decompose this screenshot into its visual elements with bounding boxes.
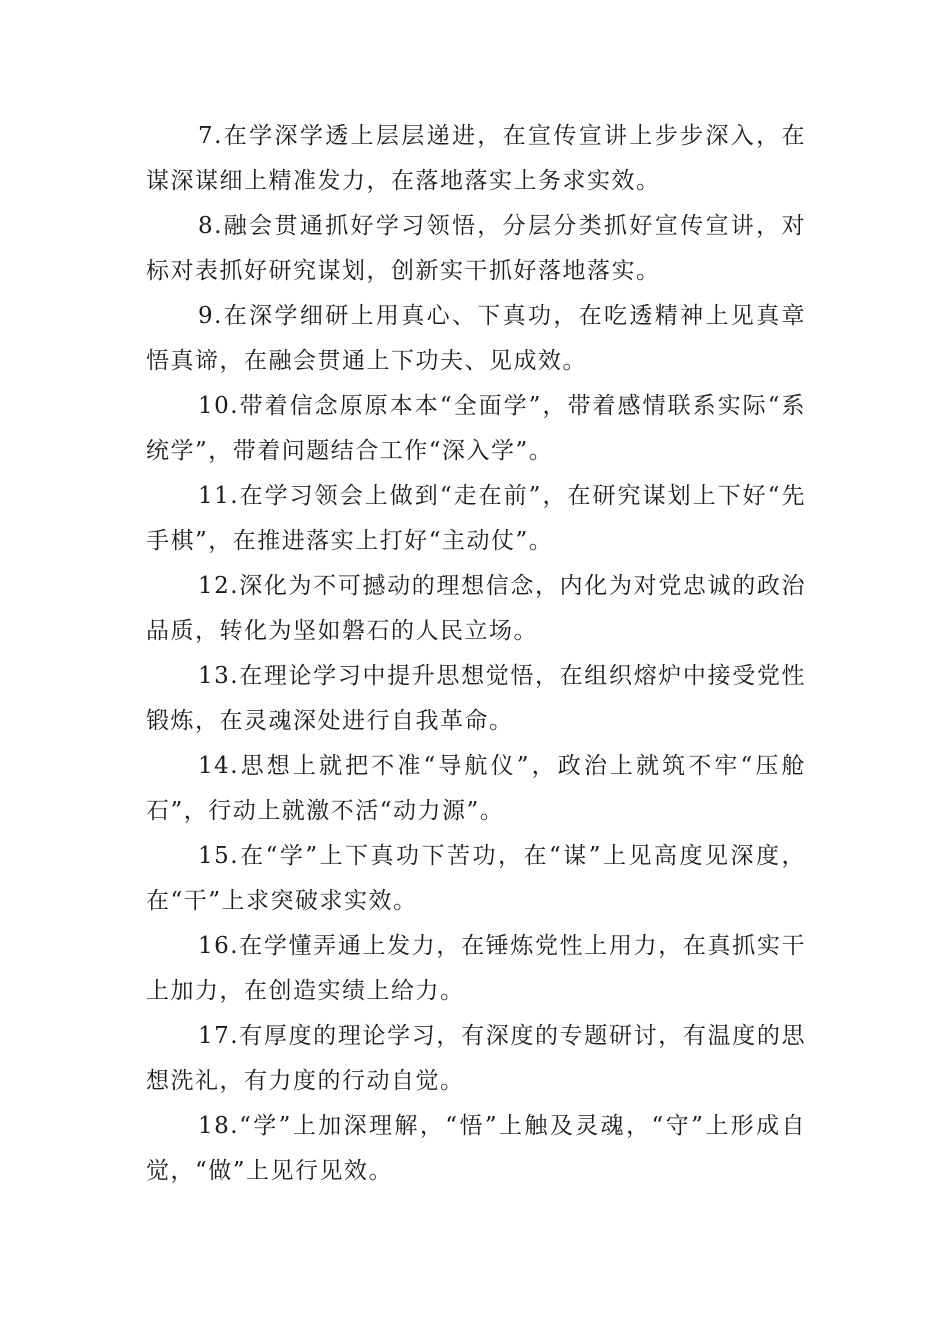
list-item: 7.在学深学透上层层递进，在宣传宣讲上步步深入，在谋深谋细上精准发力，在落地落实上务求实效。 [146, 123, 806, 194]
list-item: 14.思想上就把不准“导航仪”，政治上就筑不牢“压舱石”，行动上就激不活“动力源”。 [146, 753, 806, 824]
list-item: 16.在学懂弄通上发力，在锤炼党性上用力，在真抓实干上加力，在创造实绩上给力。 [146, 933, 806, 1004]
list-item: 9.在深学细研上用真心、下真功，在吃透精神上见真章悟真谛，在融会贯通上下功夫、见成效。 [146, 303, 806, 374]
list-item: 10.带着信念原原本本“全面学”，带着感情联系实际“系统学”，带着问题结合工作“深入学”。 [146, 393, 806, 464]
document-body [146, 114, 806, 1194]
list-item: 8.融会贯通抓好学习领悟，分层分类抓好宣传宣讲，对标对表抓好研究谋划，创新实干抓好落地落实。 [146, 213, 806, 284]
list-item: 18.“学”上加深理解，“悟”上触及灵魂，“守”上形成自觉，“做”上见行见效。 [146, 1113, 806, 1184]
list-item: 13.在理论学习中提升思想觉悟，在组织熔炉中接受党性锻炼，在灵魂深处进行自我革命。 [146, 663, 806, 734]
list-item: 17.有厚度的理论学习，有深度的专题研讨，有温度的思想洗礼，有力度的行动自觉。 [146, 1023, 806, 1094]
list-item: 15.在“学”上下真功下苦功，在“谋”上见高度见深度，在“干”上求突破求实效。 [146, 843, 806, 914]
list-item: 11.在学习领会上做到“走在前”，在研究谋划上下好“先手棋”，在推进落实上打好“主动仗”。 [146, 483, 806, 554]
list-item: 12.深化为不可撼动的理想信念，内化为对党忠诚的政治品质，转化为坚如磐石的人民立场。 [146, 573, 806, 644]
